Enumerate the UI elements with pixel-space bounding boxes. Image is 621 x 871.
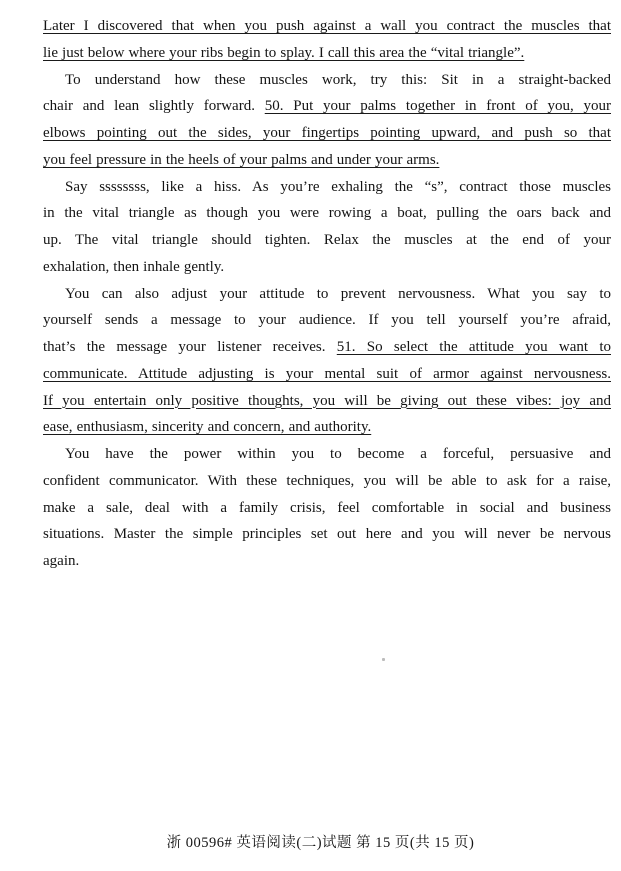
underlined-text-run: communicate. Attitude adjusting is your mental suit of armor against nervousness. xyxy=(43,365,611,382)
text-line xyxy=(43,307,611,334)
text-line xyxy=(43,388,611,415)
text-run: exhalation, then inhale gently. xyxy=(43,258,225,275)
text-line xyxy=(43,361,611,388)
paragraph xyxy=(43,281,611,442)
text-run: that’s the message your listener receives. xyxy=(43,339,337,355)
text-run: confident communicator. With these techniques, you will be able to ask for a raise, xyxy=(43,472,611,489)
text-line xyxy=(43,67,611,94)
text-line xyxy=(43,40,611,67)
underlined-text-run: you feel pressure in the heels of your palms and under your arms. xyxy=(43,151,440,168)
scan-artifact-dot xyxy=(382,658,385,661)
text-line xyxy=(43,93,611,120)
text-run: again. xyxy=(43,553,80,569)
underlined-text-run: ease, enthusiasm, sincerity and concern, and authority. xyxy=(43,419,372,436)
paragraph xyxy=(43,441,611,575)
text-run: You can also adjust your attitude to prevent nervousness. What you say to xyxy=(65,285,611,302)
text-run: chair and lean slightly forward. xyxy=(43,98,265,115)
text-run: in the vital triangle as though you were rowing a boat, pulling the oars back and xyxy=(43,205,611,222)
text-run: You have the power within you to become a forceful, persuasive and xyxy=(65,446,611,462)
paragraph xyxy=(43,174,611,281)
text-line xyxy=(43,414,611,441)
document-text xyxy=(43,13,611,575)
text-line xyxy=(43,281,611,308)
text-line xyxy=(43,548,611,575)
paragraph xyxy=(43,13,611,67)
text-line xyxy=(43,200,611,227)
text-run: make a sale, deal with a family crisis, feel comfortable in social and business xyxy=(43,499,611,516)
underlined-text-run: 50. Put your palms together in front of you, your xyxy=(264,98,611,115)
underlined-text-run: 51. So select the attitude you want to xyxy=(336,339,611,355)
text-line xyxy=(43,495,611,522)
underlined-text-run: Later I discovered that when you push against a wall you contract the muscles that xyxy=(43,18,611,34)
text-line xyxy=(43,174,611,201)
text-run: up. The vital triangle should tighten. Relax the muscles at the end of your xyxy=(43,232,611,248)
text-line xyxy=(43,120,611,147)
text-run: situations. Master the simple principles set out here and you will never be nervous xyxy=(43,526,611,543)
underlined-text-run: elbows pointing out the sides, your fingertips pointing upward, and push so that xyxy=(43,125,611,141)
text-line xyxy=(43,521,611,548)
text-line xyxy=(43,13,611,40)
underlined-text-run: If you entertain only positive thoughts, you will be giving out these vibes: joy and xyxy=(43,392,611,409)
text-line xyxy=(43,147,611,174)
text-run: To understand how these muscles work, try this: Sit in a straight-backed xyxy=(65,71,611,88)
text-run: Say ssssssss, like a hiss. As you’re exhaling the “s”, contract those muscles xyxy=(65,178,611,195)
page-footer-label: 浙 00596# 英语阅读(二)试题 第 15 页(共 15 页) xyxy=(166,835,475,851)
text-line xyxy=(43,441,611,468)
paragraph xyxy=(43,67,611,174)
text-line xyxy=(43,254,611,281)
text-line xyxy=(43,334,611,361)
underlined-text-run: lie just below where your ribs begin to splay. I call this area the “vital triangle”. xyxy=(43,44,525,61)
text-line xyxy=(43,227,611,254)
text-run: yourself sends a message to your audience. If you tell yourself you’re afraid, xyxy=(43,312,611,329)
text-line xyxy=(43,468,611,495)
